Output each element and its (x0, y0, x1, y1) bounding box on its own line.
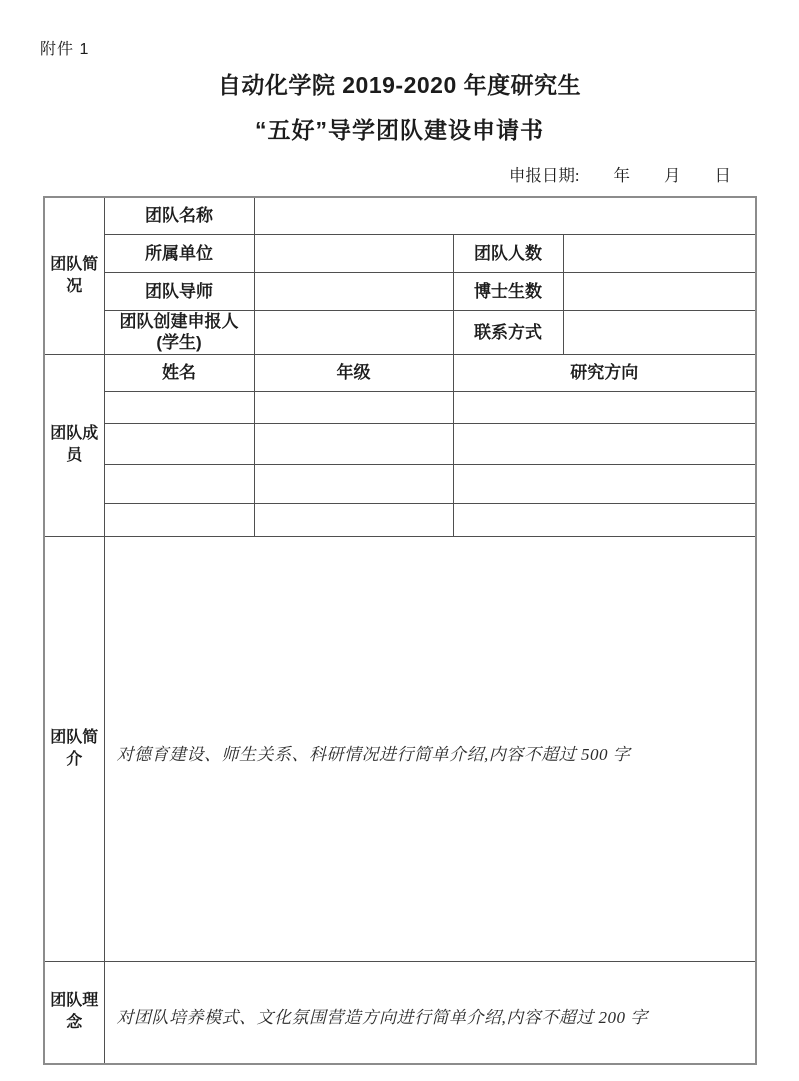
intro-section-label: 团队简介 (44, 536, 104, 961)
member-name-cell[interactable] (104, 423, 254, 464)
team-size-field[interactable] (563, 234, 756, 272)
form-title (0, 71, 799, 144)
application-date-line (43, 162, 755, 186)
unit-field[interactable] (254, 234, 453, 272)
member-grade-cell[interactable] (254, 503, 453, 536)
member-name-cell[interactable] (104, 391, 254, 423)
mentor-field[interactable] (254, 272, 453, 310)
contact-field[interactable] (563, 310, 756, 354)
attachment-label: 附件 1 (40, 41, 90, 58)
member-grade-cell[interactable] (254, 391, 453, 423)
date-year-label: 年 (613, 166, 630, 185)
application-form-table (43, 196, 757, 1065)
team-name-label: 团队名称 (104, 197, 254, 234)
member-research-cell[interactable] (453, 423, 756, 464)
member-row (44, 391, 756, 423)
member-research-header: 研究方向 (453, 354, 756, 391)
philosophy-hint-text: 对团队培养模式、文化氛围营造方向进行简单介绍,内容不超过 200 字 (116, 1008, 648, 1028)
member-name-header: 姓名 (104, 354, 254, 391)
date-day-label: 日 (714, 166, 731, 185)
member-research-cell[interactable] (453, 464, 756, 503)
applicant-label-line-2: (学生) (156, 333, 202, 352)
phd-count-field[interactable] (563, 272, 756, 310)
member-row (44, 423, 756, 464)
members-section-label: 团队成员 (44, 354, 104, 536)
intro-hint-text: 对德育建设、师生关系、科研情况进行简单介绍,内容不超过 500 字 (116, 744, 631, 764)
title-line-1: 自动化学院 2019-2020 年度研究生 (217, 72, 582, 98)
title-line-2: “五好”导学团队建设申请书 (255, 117, 544, 143)
member-row (44, 464, 756, 503)
member-research-cell[interactable] (453, 503, 756, 536)
unit-label: 所属单位 (104, 234, 254, 272)
member-row (44, 503, 756, 536)
phd-count-label: 博士生数 (453, 272, 563, 310)
team-size-label: 团队人数 (453, 234, 563, 272)
date-label: 申报日期: (508, 166, 580, 185)
team-name-field[interactable] (254, 197, 756, 234)
applicant-label-line-1: 团队创建申报人 (119, 312, 239, 331)
overview-section-label: 团队简况 (44, 197, 104, 354)
intro-content-area[interactable] (104, 536, 756, 961)
date-month-label: 月 (664, 166, 681, 185)
member-grade-header: 年级 (254, 354, 453, 391)
contact-label: 联系方式 (453, 310, 563, 354)
philosophy-section-label: 团队理念 (44, 961, 104, 1064)
member-name-cell[interactable] (104, 503, 254, 536)
member-name-cell[interactable] (104, 464, 254, 503)
applicant-field[interactable] (254, 310, 453, 354)
member-research-cell[interactable] (453, 391, 756, 423)
applicant-label (104, 310, 254, 354)
philosophy-content-area[interactable] (104, 961, 756, 1064)
mentor-label: 团队导师 (104, 272, 254, 310)
member-grade-cell[interactable] (254, 423, 453, 464)
member-grade-cell[interactable] (254, 464, 453, 503)
